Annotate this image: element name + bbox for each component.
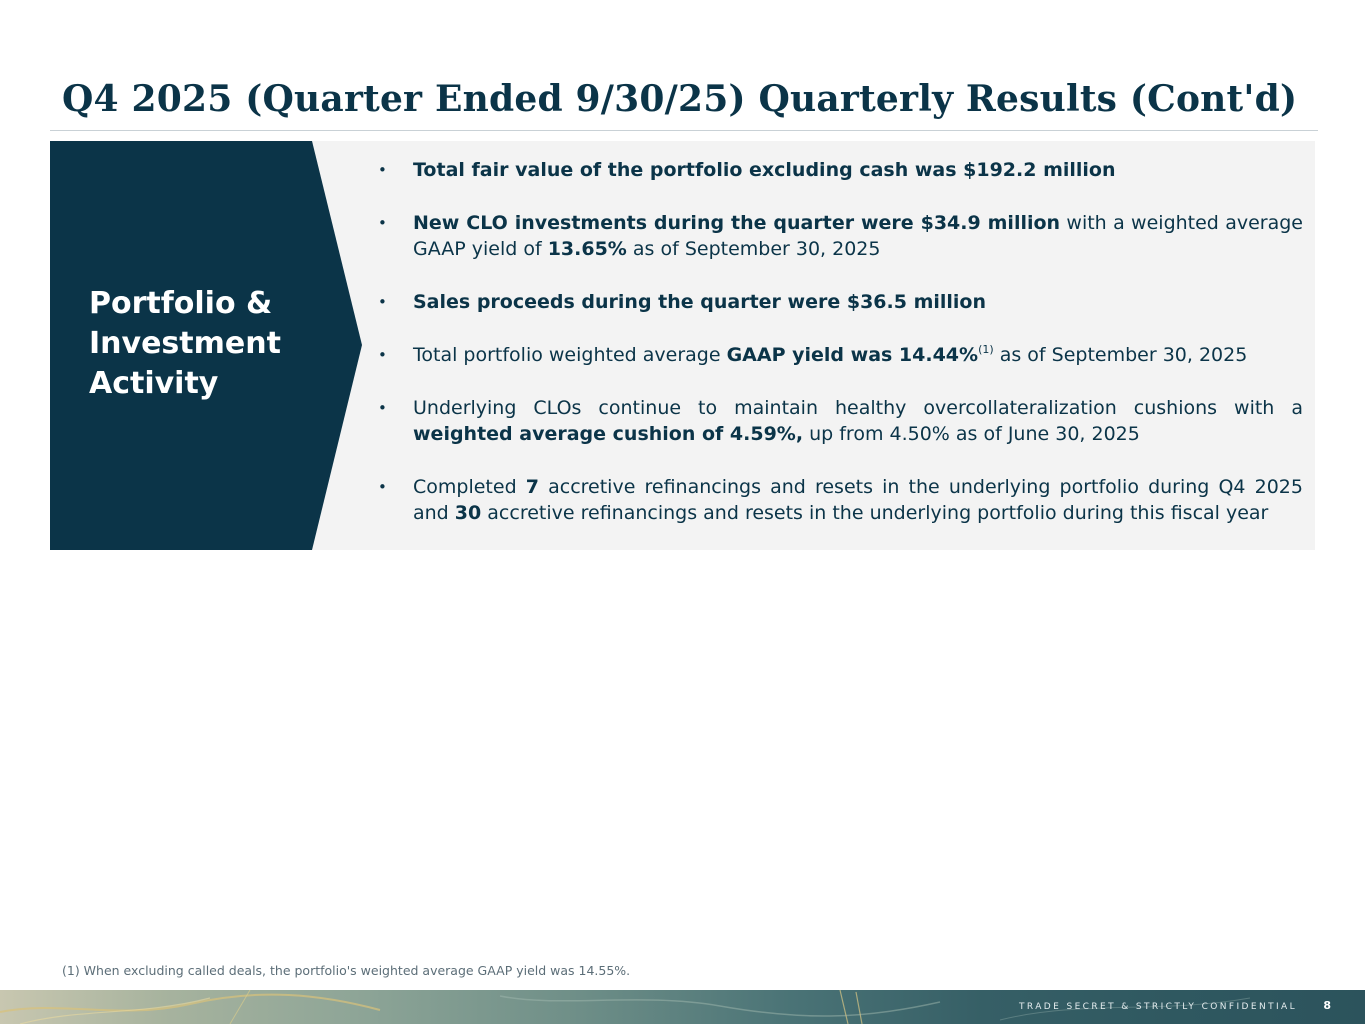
- bullet-text: 13.65%: [547, 238, 627, 260]
- bullet-item: [378, 210, 1303, 262]
- title-divider: [50, 130, 1318, 131]
- bullet-text: Total portfolio weighted average: [413, 344, 727, 366]
- bullet-marker: •: [378, 161, 387, 179]
- bullet-item: [378, 157, 1303, 183]
- slide-title: Q4 2025 (Quarter Ended 9/30/25) Quarterly Results (Cont'd): [62, 78, 1298, 120]
- bullet-marker: •: [378, 214, 387, 232]
- bullet-text: 30: [454, 502, 482, 524]
- bullet-item: [378, 474, 1303, 526]
- bullet-text: as of September 30, 2025: [993, 344, 1248, 366]
- footnote: (1) When excluding called deals, the portfolio's weighted average GAAP yield was 14.55%.: [62, 963, 631, 978]
- bullet-item: [378, 342, 1303, 368]
- bullet-marker: •: [378, 399, 387, 417]
- bullet-text: accretive refinancings and resets in the underlying portfolio during Q4 2025 and: [413, 476, 1303, 524]
- bullet-text: accretive refinancings and resets in the underlying portfolio during this fiscal year: [481, 502, 1269, 524]
- bullet-text: with a weighted average GAAP yield of: [413, 212, 1303, 260]
- footnote-ref: (1): [978, 343, 994, 356]
- confidential-label: TRADE SECRET & STRICTLY CONFIDENTIAL: [1019, 1002, 1297, 1012]
- bullet-marker: •: [378, 346, 387, 364]
- bullet-marker: •: [378, 293, 387, 311]
- bullet-list: [378, 157, 1303, 526]
- page-number: 8: [1323, 999, 1331, 1012]
- bullet-item: [378, 395, 1303, 447]
- bullet-text: weighted average cushion of 4.59%,: [413, 423, 804, 445]
- bullet-text: as of September 30, 2025: [626, 238, 881, 260]
- bullet-text: New CLO investments during the quarter were $34.9 million: [413, 212, 1061, 234]
- bullet-text: Underlying CLOs continue to maintain healthy overcollateralization cushions with a: [413, 397, 1303, 419]
- bullet-marker: •: [378, 478, 387, 496]
- bullet-text: Completed: [413, 476, 526, 498]
- bullet-text: GAAP yield was 14.44%: [726, 344, 979, 366]
- bullet-text: up from 4.50% as of June 30, 2025: [803, 423, 1140, 445]
- bullet-text: Total fair value of the portfolio excluding cash was $192.2 million: [413, 159, 1116, 181]
- bullet-text: 7: [525, 476, 539, 498]
- bullet-item: [378, 289, 1303, 315]
- bullet-text: Sales proceeds during the quarter were $36.5 million: [413, 291, 986, 313]
- section-heading: Portfolio & Investment Activity: [89, 286, 281, 401]
